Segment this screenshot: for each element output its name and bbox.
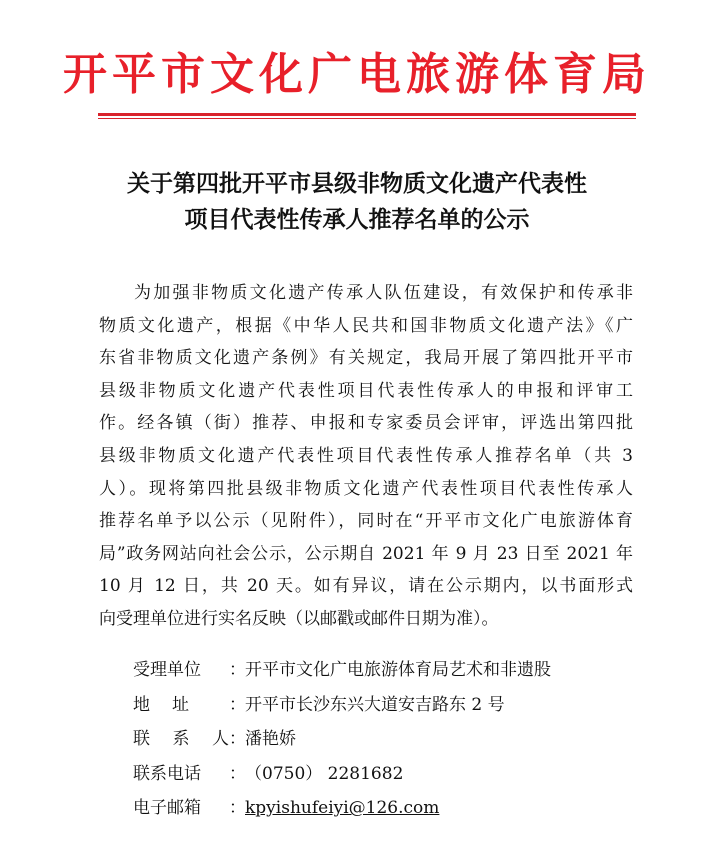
body-line: 县级非物质文化遗产代表性项目代表性传承人的申报和评审工 (99, 380, 633, 401)
address-value: 开平市长沙东兴大道安吉路东 2 号 (245, 694, 505, 715)
person-value: 潘艳娇 (245, 729, 296, 750)
body-line: 推荐名单予以公示（见附件），同时在“开平市文化广电旅游体育 (99, 511, 633, 532)
body-paragraph (99, 277, 633, 636)
person-label-char: 联 (133, 729, 150, 750)
body-line: 东省非物质文化遗产条例》有关规定，我局开展了第四批开平市 (99, 348, 633, 369)
body-line: 向受理单位进行实名反映（以邮戳或邮件日期为准）。 (99, 608, 499, 629)
title-line-1: 关于第四批开平市县级非物质文化遗产代表性 (127, 170, 587, 197)
red-divider-thick (98, 113, 636, 116)
person-label-char: 系 (172, 729, 190, 750)
title-line-2: 项目代表性传承人推荐名单的公示 (184, 206, 530, 233)
body-line: 人）。现将第四批县级非物质文化遗产代表性项目代表性传承人 (99, 478, 633, 499)
colon: ： (229, 694, 246, 715)
email-link[interactable]: kpyishufeiyi@126.com (245, 798, 440, 819)
document-title (60, 166, 654, 238)
colon: ： (229, 660, 246, 680)
contact-row-address (133, 688, 653, 723)
contact-row-phone (133, 757, 653, 792)
phone-value: （0750） 2281682 (245, 763, 404, 784)
contact-row-unit (133, 653, 653, 688)
address-label-char: 址 (172, 694, 189, 715)
address-label (133, 688, 189, 723)
email-label: 电子邮箱 (133, 798, 201, 819)
masthead (0, 34, 714, 106)
email-value-wrap (245, 791, 653, 826)
person-label-char: 人 (212, 729, 229, 750)
colon: ： (229, 763, 246, 784)
unit-value: 开平市文化广电旅游体育局艺术和非遗股 (245, 660, 551, 680)
phone-label: 联系电话 (133, 763, 201, 784)
address-label-char: 地 (133, 694, 150, 715)
colon: ： (229, 798, 246, 819)
contact-row-person (133, 722, 653, 757)
body-line: 县级非物质文化遗产代表性项目代表性传承人推荐名单（共 3 (99, 445, 633, 466)
body-line: 物质文化遗产，根据《中华人民共和国非物质文化遗产法》《广 (99, 315, 633, 336)
body-line: 作。经各镇（街）推荐、申报和专家委员会评审，评选出第四批 (99, 413, 633, 434)
unit-label: 受理单位 (133, 660, 201, 680)
body-line: 10 月 12 日，共 20 天。如有异议，请在公示期内，以书面形式 (99, 576, 633, 597)
colon: ： (229, 729, 246, 750)
contact-info (133, 653, 653, 826)
organization-name: 开平市文化广电旅游体育局 (63, 49, 651, 100)
contact-row-email (133, 791, 653, 826)
person-label (133, 722, 229, 757)
body-line: 为加强非物质文化遗产传承人队伍建设，有效保护和传承非 (134, 283, 633, 303)
body-line: 局”政务网站向社会公示，公示期自 2021 年 9 月 23 日至 2021 年 (99, 543, 633, 564)
red-divider-thin (98, 118, 636, 119)
